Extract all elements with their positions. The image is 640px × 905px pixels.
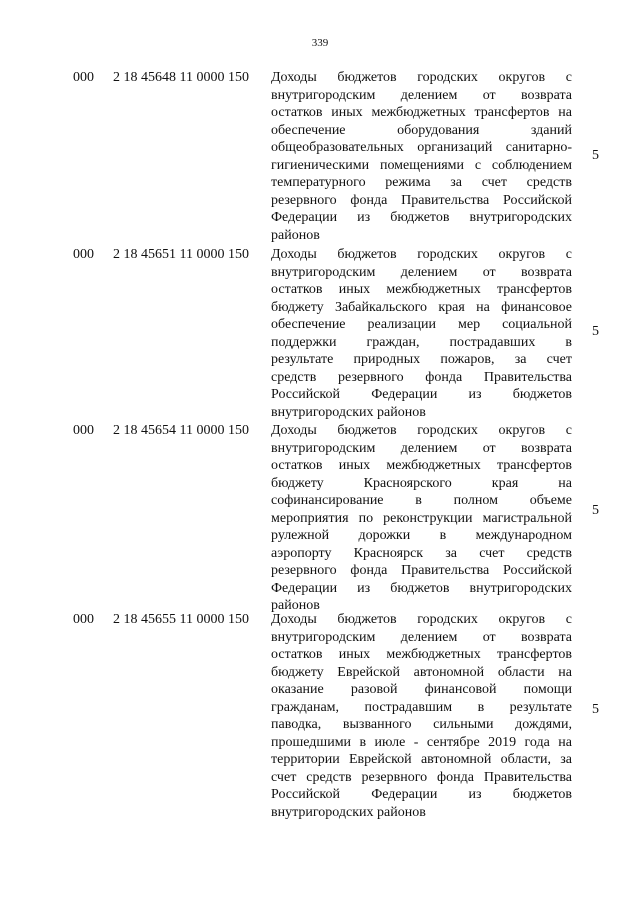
description-line: Доходы бюджетов городских округов с: [271, 423, 572, 438]
description-line: Доходы бюджетов городских округов с: [271, 247, 572, 262]
entry-description: [271, 422, 572, 615]
description-line: внутригородских районов: [271, 404, 426, 420]
description-line: территории Еврейской автономной области, за: [271, 752, 572, 767]
description-line: гигиеническими помещениями с соблюдением: [271, 157, 572, 173]
budget-classification-code: 2 18 45648 11 0000 150: [113, 70, 249, 85]
description-line: бюджету Забайкальского края на финансовое: [271, 299, 572, 315]
admin-code: 000: [73, 247, 94, 262]
amount: 5: [592, 324, 599, 339]
entry-description: [271, 611, 572, 821]
description-line: внутригородским делением от возврата: [271, 629, 572, 645]
admin-code: 000: [73, 612, 94, 627]
description-line: внутригородским делением от возврата: [271, 264, 572, 280]
description-line: обеспечение оборудования зданий: [271, 122, 572, 138]
entry-description: [271, 246, 572, 421]
admin-code: 000: [73, 70, 94, 85]
budget-classification-code: 2 18 45655 11 0000 150: [113, 612, 249, 627]
description-line: остатков иных межбюджетных трансфертов: [271, 647, 572, 662]
description-line: обеспечение реализации мер социальной: [271, 317, 572, 332]
page-number: 339: [311, 37, 329, 49]
description-line: остатков иных межбюджетных трансфертов на: [271, 105, 572, 120]
description-line: рулежной дорожки в международном: [271, 528, 572, 543]
description-line: софинансирование в полном объеме: [271, 493, 572, 508]
description-line: внутригородских районов: [271, 804, 426, 820]
amount: 5: [592, 702, 599, 717]
description-line: средств резервного фонда Правительства: [271, 369, 572, 385]
description-line: счет средств резервного фонда Правительства: [271, 769, 572, 785]
description-line: температурного режима за счет средств: [271, 175, 572, 190]
description-line: Федерации из бюджетов внутригородских: [271, 210, 572, 225]
description-line: резервного фонда Правительства Российской: [271, 192, 572, 208]
description-line: мероприятия по реконструкции магистральной: [271, 510, 572, 526]
description-line: паводка, вызванного сильными дождями,: [271, 717, 572, 732]
entry-description: [271, 69, 572, 244]
description-line: бюджету Еврейской автономной области на: [271, 664, 572, 680]
amount: 5: [592, 148, 599, 163]
description-line: районов: [271, 227, 320, 243]
description-line: результате природных пожаров, за счет: [271, 352, 572, 367]
description-line: оказание разовой финансовой помощи: [271, 682, 572, 697]
description-line: внутригородским делением от возврата: [271, 87, 572, 103]
description-line: резервного фонда Правительства Российской: [271, 563, 572, 578]
description-line: бюджету Красноярского края на: [271, 475, 572, 491]
description-line: общеобразовательных организаций санитарно-: [271, 140, 572, 155]
budget-classification-code: 2 18 45651 11 0000 150: [113, 247, 249, 262]
description-line: Российской Федерации из бюджетов: [271, 787, 572, 802]
amount: 5: [592, 503, 599, 518]
description-line: Российской Федерации из бюджетов: [271, 387, 572, 402]
description-line: внутригородским делением от возврата: [271, 440, 572, 456]
description-line: районов: [271, 598, 320, 613]
description-line: Доходы бюджетов городских округов с: [271, 612, 572, 627]
description-line: Доходы бюджетов городских округов с: [271, 70, 572, 85]
description-line: остатков иных межбюджетных трансфертов: [271, 282, 572, 297]
description-line: Федерации из бюджетов внутригородских: [271, 580, 572, 596]
admin-code: 000: [73, 423, 94, 438]
description-line: остатков иных межбюджетных трансфертов: [271, 458, 572, 473]
description-line: гражданам, пострадавшим в результате: [271, 699, 572, 715]
description-line: аэропорту Красноярск за счет средств: [271, 545, 572, 561]
budget-classification-code: 2 18 45654 11 0000 150: [113, 423, 249, 438]
description-line: поддержки граждан, пострадавших в: [271, 334, 572, 350]
description-line: прошедшими в июле - сентябре 2019 года на: [271, 734, 572, 750]
